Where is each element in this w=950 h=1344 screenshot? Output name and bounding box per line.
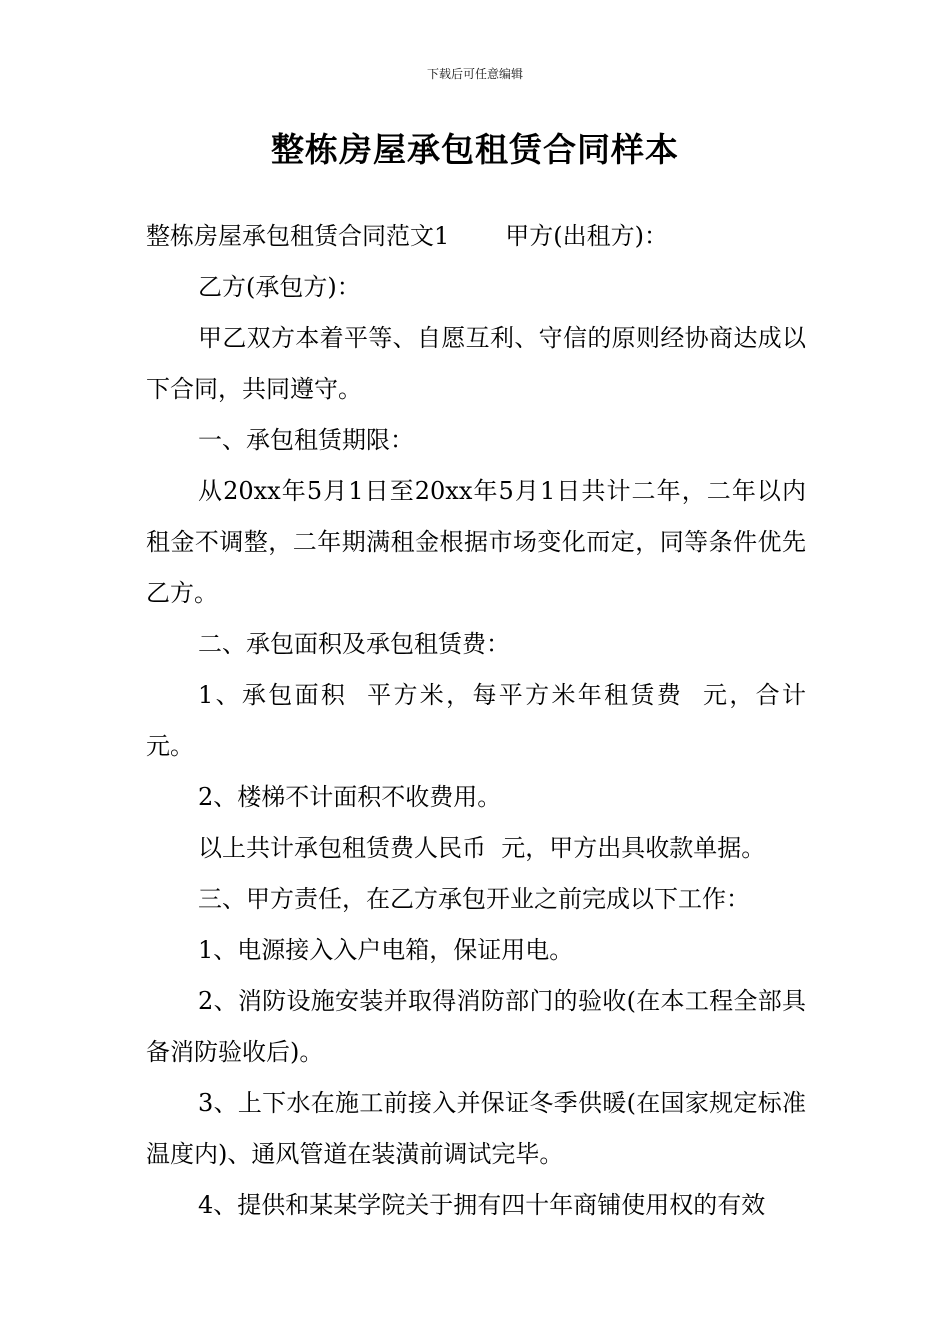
section-heading: 三、甲方责任，在乙方承包开业之前完成以下工作： <box>198 885 750 913</box>
intro-line <box>146 211 806 262</box>
contract-heading: 整栋房屋承包租赁合同范文1 <box>146 222 450 250</box>
document-body <box>146 211 822 1231</box>
paragraph: 4、提供和某某学院关于拥有四十年商铺使用权的有效 <box>198 1191 766 1219</box>
section-heading: 二、承包面积及承包租赁费： <box>198 630 510 658</box>
paragraph: 以上共计承包租赁费人民币 元，甲方出具收款单据。 <box>198 834 766 862</box>
header-note: 下载后可任意编辑 <box>426 67 523 81</box>
paragraph: 1、承包面积 平方米，每平方米年租赁费 元，合计 元。 <box>146 681 822 760</box>
paragraph: 从20xx年5月1日至20xx年5月1日共计二年，二年以内租金不调整，二年期满租金根据市场变化而定，同等条件优先乙方。 <box>146 477 806 607</box>
paragraph: 2、消防设施安装并取得消防部门的验收(在本工程全部具备消防验收后)。 <box>146 987 806 1066</box>
paragraph: 1、电源接入入户电箱，保证用电。 <box>198 936 574 964</box>
section-heading: 一、承包租赁期限： <box>198 426 414 454</box>
document-title: 整栋房屋承包租赁合同样本 <box>271 130 679 169</box>
paragraph: 2、楼梯不计面积不收费用。 <box>198 783 502 811</box>
paragraph: 甲乙双方本着平等、自愿互利、守信的原则经协商达成以下合同，共同遵守。 <box>146 324 806 403</box>
party-a-label: 甲方(出租方)： <box>505 222 669 250</box>
paragraph: 乙方(承包方)： <box>198 273 361 301</box>
paragraph: 3、上下水在施工前接入并保证冬季供暖(在国家规定标准温度内)、通风管道在装潢前调试完毕。 <box>146 1089 806 1168</box>
